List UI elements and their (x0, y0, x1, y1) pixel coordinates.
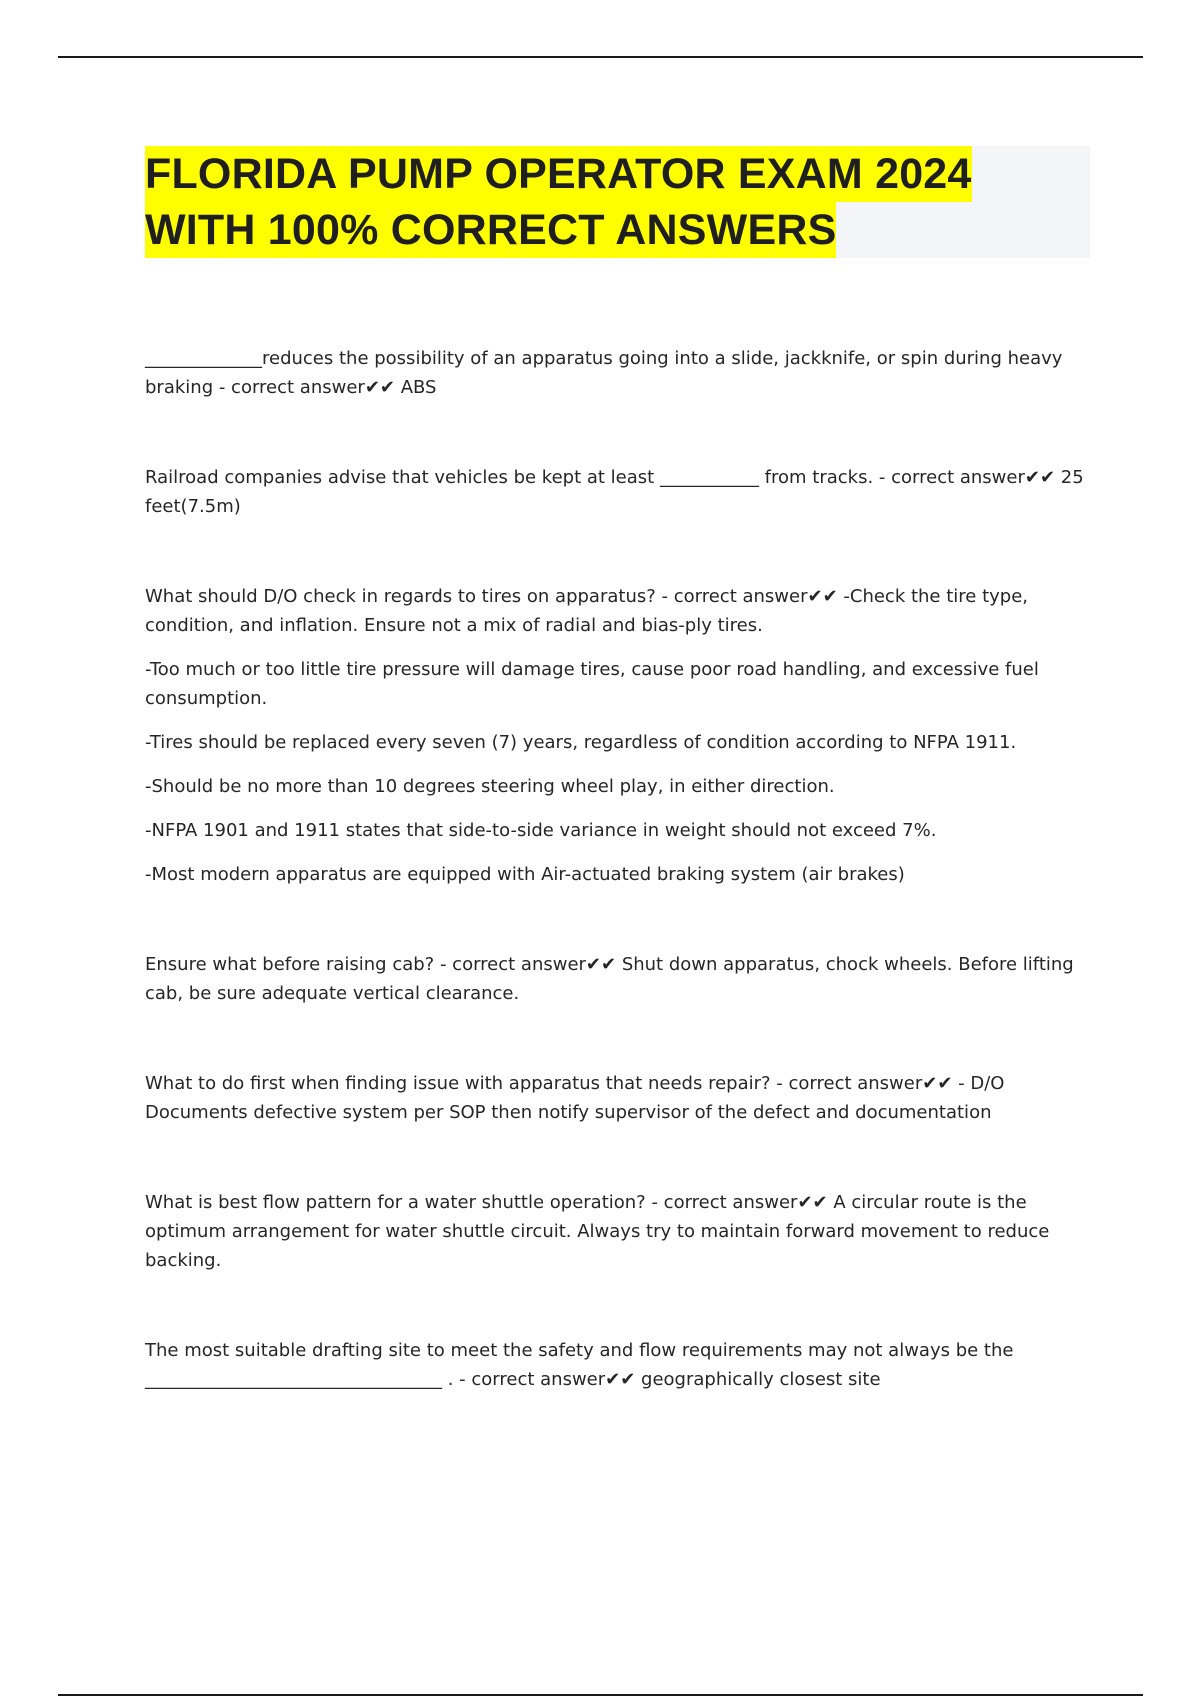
qa-text: What to do first when finding issue with apparatus that needs repair? - correct answer✔✔ - D/O Documents defective system per SOP then notify supervisor of the defect and documentation (145, 1073, 1005, 1123)
title-line-2: WITH 100% CORRECT ANSWERS (145, 202, 836, 258)
title-line-1: FLORIDA PUMP OPERATOR EXAM 2024 (145, 146, 972, 202)
qa-bullet: -NFPA 1901 and 1911 states that side-to-side variance in weight should not exceed 7%. (145, 820, 937, 841)
qa-text: The most suitable drafting site to meet the safety and flow requirements may not always be the _________________________________ . - correct answer✔✔ geographically closest site (145, 1340, 1014, 1390)
qa-bullet: -Should be no more than 10 degrees steering wheel play, in either direction. (145, 776, 835, 797)
top-rule (58, 56, 1143, 58)
qa-item (145, 463, 1085, 521)
qa-text: Railroad companies advise that vehicles be kept at least ___________ from tracks. - correct answer✔✔ 25 feet(7.5m) (145, 467, 1084, 517)
qa-text: What is best flow pattern for a water shuttle operation? - correct answer✔✔ A circular route is the optimum arrangement for water shuttle circuit. Always try to maintain forward movement to reduce backing. (145, 1192, 1050, 1271)
qa-item (145, 1069, 1085, 1127)
qa-bullet: -Too much or too little tire pressure will damage tires, cause poor road handling, and excessive fuel consumption. (145, 659, 1039, 709)
document-title (145, 146, 1090, 258)
qa-text: _____________reduces the possibility of an apparatus going into a slide, jackknife, or spin during heavy braking - correct answer✔✔ ABS (145, 348, 1063, 398)
qa-bullet: -Tires should be replaced every seven (7) years, regardless of condition according to NFPA 1911. (145, 732, 1017, 753)
qa-list (145, 344, 1085, 1455)
qa-item (145, 1336, 1085, 1394)
qa-item (145, 344, 1085, 402)
qa-item (145, 582, 1085, 889)
bottom-rule (58, 1694, 1143, 1696)
qa-item (145, 1188, 1085, 1275)
qa-text: Ensure what before raising cab? - correct answer✔✔ Shut down apparatus, chock wheels. Before lifting cab, be sure adequate vertical clearance. (145, 954, 1074, 1004)
qa-text: What should D/O check in regards to tires on apparatus? - correct answer✔✔ -Check the tire type, condition, and inflation. Ensure not a mix of radial and bias-ply tires. (145, 586, 1029, 636)
qa-item (145, 950, 1085, 1008)
qa-bullet: -Most modern apparatus are equipped with Air-actuated braking system (air brakes) (145, 864, 905, 885)
